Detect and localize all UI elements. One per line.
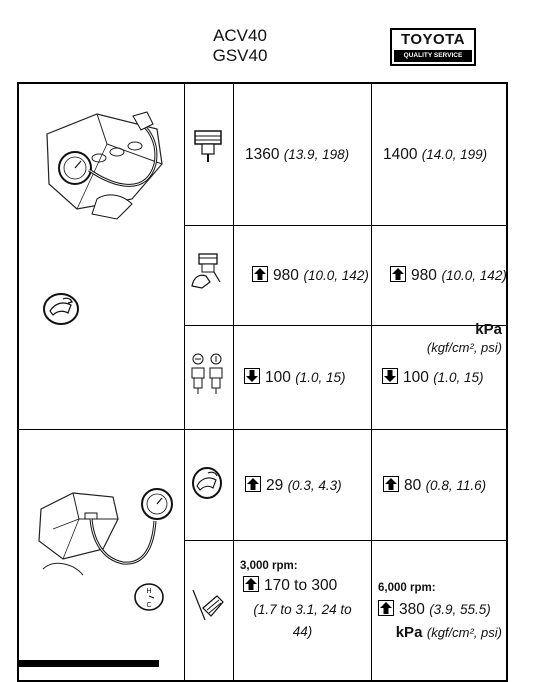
divider [184, 540, 506, 541]
ignition-key-icon [41, 291, 81, 327]
rpm-acv40-sub: (1.7 to 3.1, 24 to 44) [253, 602, 352, 639]
standard-acv40-value: 1360 [245, 145, 280, 163]
minimum-gsv40-cell [372, 226, 508, 325]
standard-gsv40-cell [372, 84, 508, 225]
standard-acv40-cell [234, 84, 371, 225]
standard-acv40-sub: (13.9, 198) [283, 146, 350, 162]
rpm-acv40-speed: 3,000 rpm: [240, 560, 298, 572]
svg-text:C: C [146, 602, 152, 609]
arrow-up-icon [390, 266, 406, 282]
difference-gsv40-cell [372, 326, 508, 429]
arrow-up-icon [378, 600, 394, 616]
accelerator-pedal-icon [189, 584, 225, 624]
oil-unit-label: kPa [395, 624, 423, 641]
arrow-up-icon [252, 266, 268, 282]
model-names [190, 26, 290, 66]
idle-gsv40-sub: (0.8, 11.6) [425, 477, 487, 493]
logo-tagline: QUALITY SERVICE [394, 50, 472, 62]
divider [184, 84, 185, 680]
arrow-down-icon [382, 368, 398, 384]
idle-acv40-value: 29 [266, 476, 284, 494]
spec-table [17, 82, 508, 682]
model-gsv40: GSV40 [212, 46, 268, 65]
rpm-acv40-value: 170 to 300 [264, 577, 338, 594]
arrow-up-icon [383, 476, 399, 492]
standard-gsv40-value: 1400 [383, 145, 418, 163]
engine-hot-icon [133, 582, 165, 612]
toyota-logo [390, 28, 476, 66]
difference-gsv40-sub: (1.0, 15) [433, 370, 484, 385]
oil-unit-sub: (kgf/cm², psi) [426, 625, 502, 640]
minimum-gsv40-value: 980 [411, 266, 437, 284]
compression-unit-label: kPa [475, 321, 502, 338]
difference-gsv40-value: 100 [403, 369, 429, 386]
minimum-acv40-value: 980 [273, 266, 299, 284]
compression-gauge-illustration [37, 104, 177, 234]
idle-gsv40-cell [372, 430, 508, 540]
minimum-piston-icon [190, 252, 224, 290]
standard-piston-icon [193, 128, 223, 164]
rpm-gsv40-cell [372, 582, 508, 619]
arrow-up-icon [245, 476, 261, 492]
difference-acv40-value: 100 [265, 369, 291, 386]
difference-acv40-sub: (1.0, 15) [295, 370, 346, 385]
oil-pressure-gauge-illustration [33, 479, 179, 589]
rpm-acv40-cell [234, 560, 371, 643]
minimum-gsv40-sub: (10.0, 142) [441, 267, 507, 283]
compression-unit-sub: (kgf/cm², psi) [426, 340, 502, 355]
arrow-down-icon [244, 368, 260, 384]
idle-key-icon [191, 466, 223, 500]
model-acv40: ACV40 [213, 26, 267, 45]
rpm-gsv40-sub: (3.9, 55.5) [429, 602, 491, 617]
svg-text:H: H [146, 588, 152, 595]
minimum-acv40-cell [234, 226, 371, 325]
rpm-gsv40-value: 380 [399, 601, 425, 618]
idle-gsv40-value: 80 [404, 476, 422, 494]
minimum-acv40-sub: (10.0, 142) [303, 267, 369, 283]
difference-cylinders-icon [190, 352, 224, 396]
footer-bar [17, 660, 159, 667]
arrow-up-icon [243, 576, 259, 592]
logo-brand: TOYOTA [400, 31, 466, 48]
standard-gsv40-sub: (14.0, 199) [421, 146, 488, 162]
difference-acv40-cell [234, 326, 371, 429]
idle-acv40-sub: (0.3, 4.3) [287, 477, 342, 493]
rpm-gsv40-speed: 6,000 rpm: [378, 582, 436, 594]
idle-acv40-cell [234, 430, 371, 540]
